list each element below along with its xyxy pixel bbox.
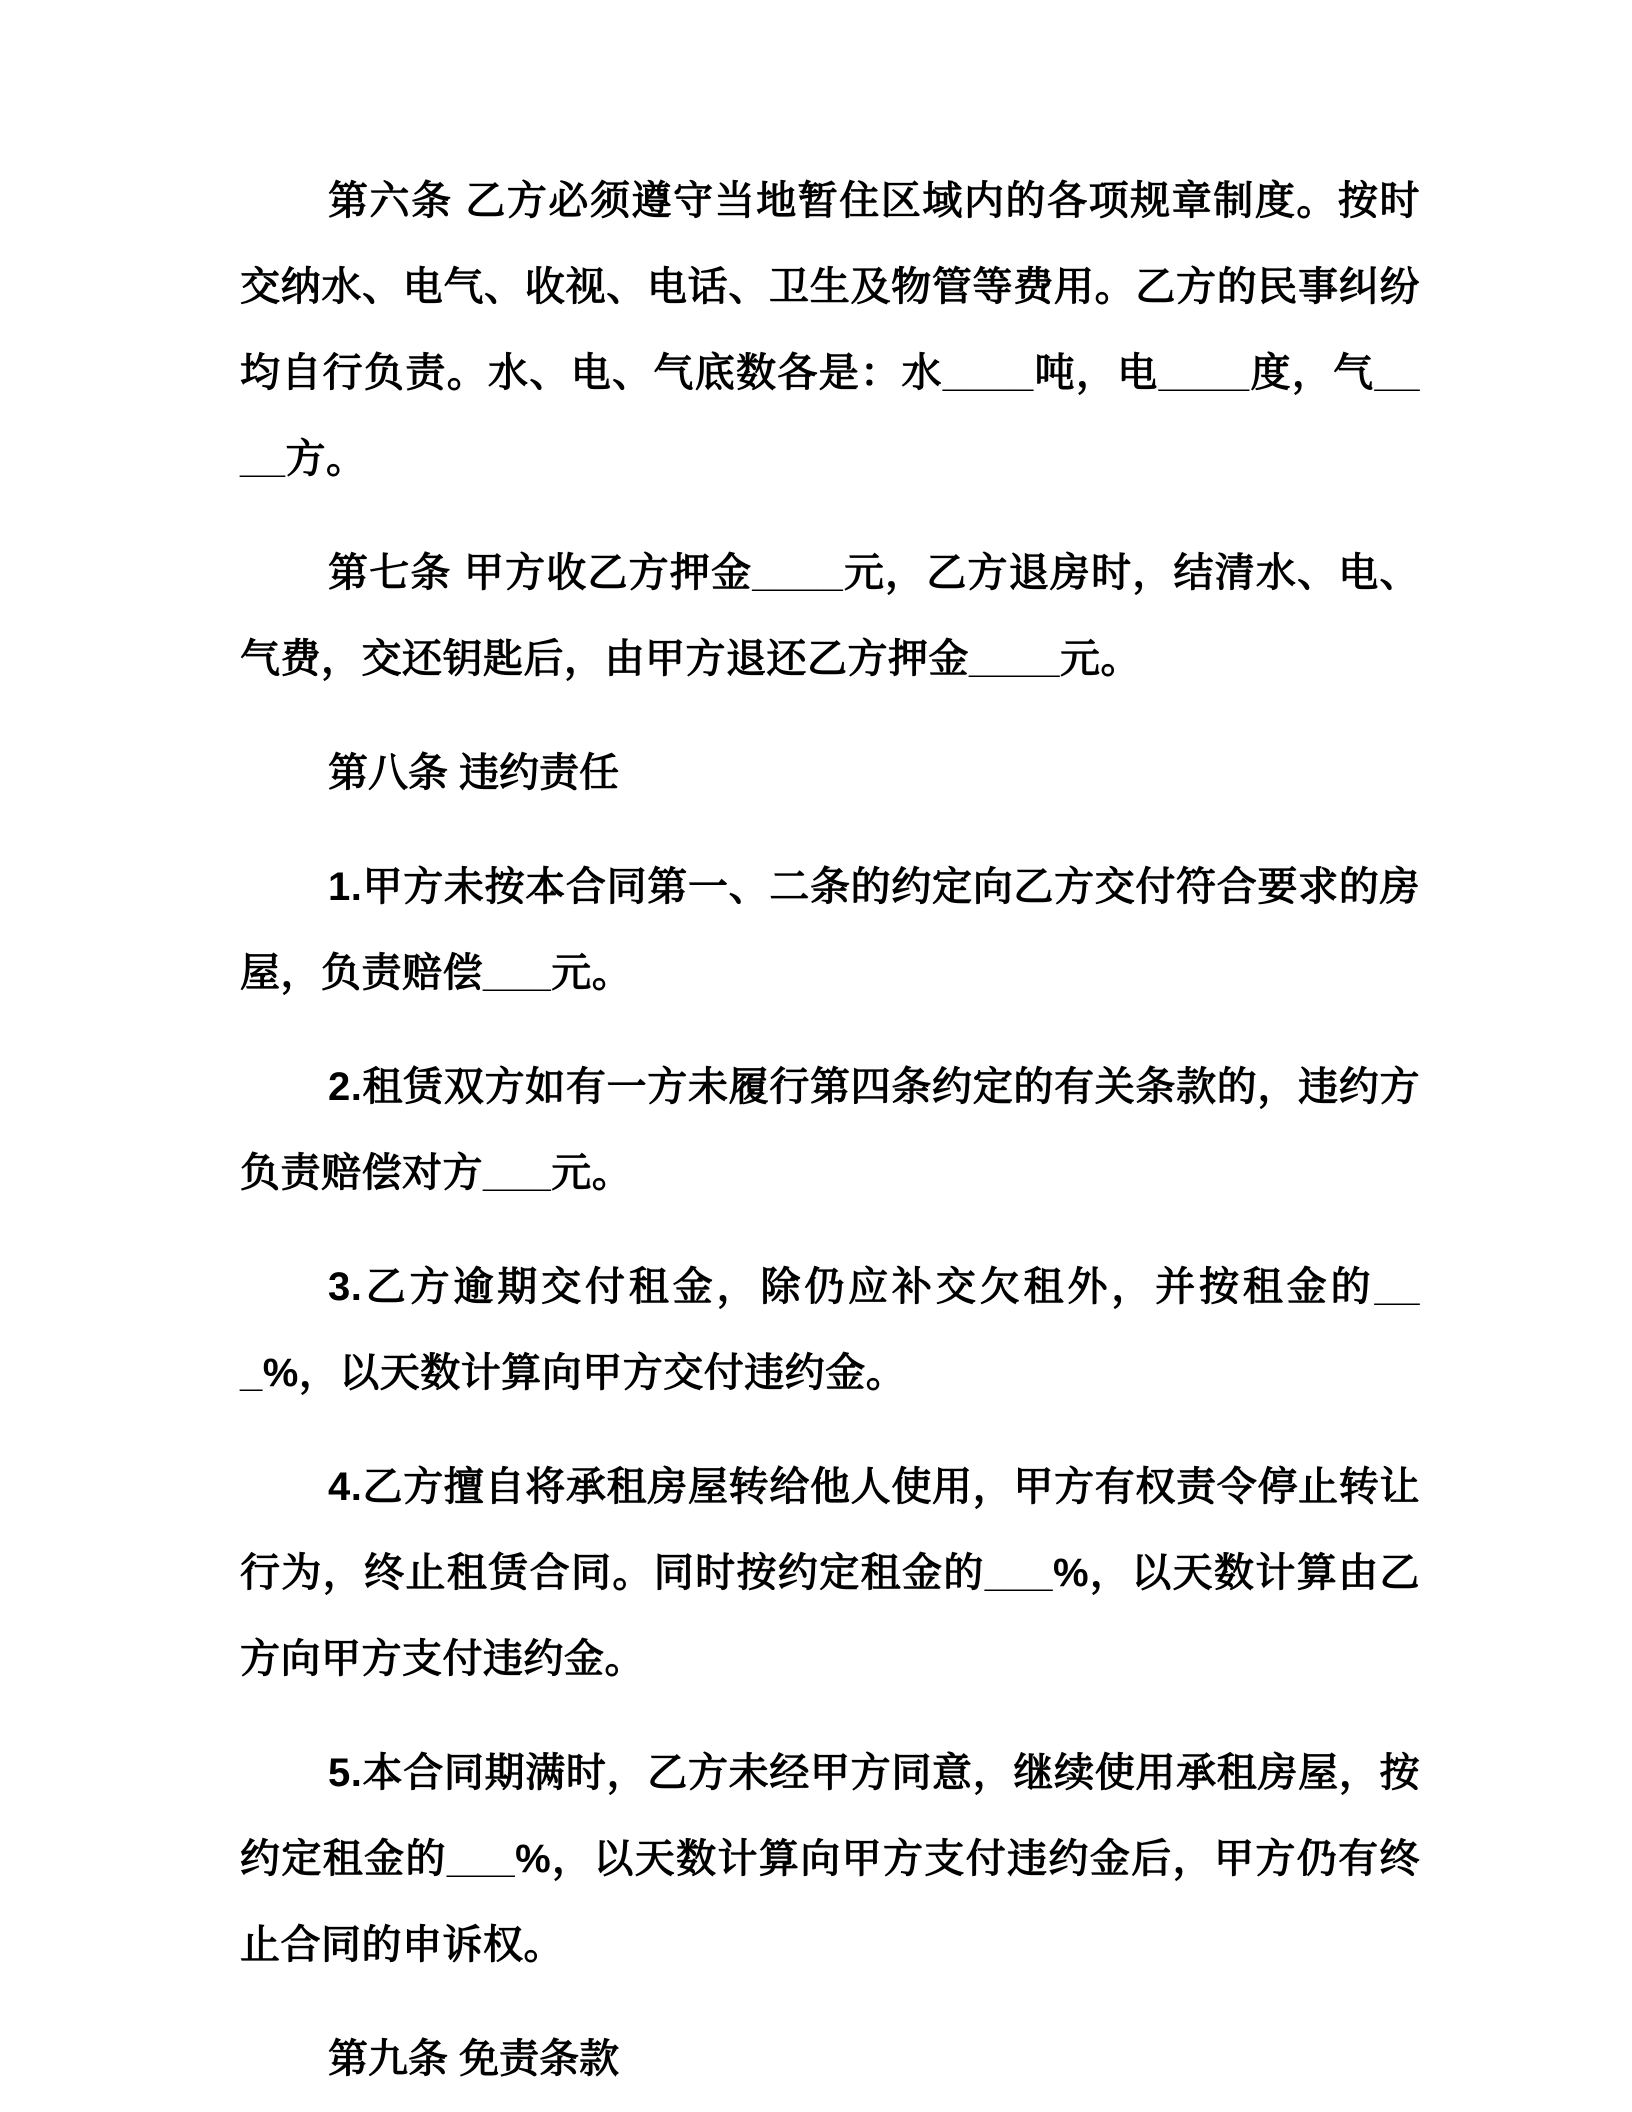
clause-7-paragraph: 第七条 甲方收乙方押金____元，乙方退房时，结清水、电、气费，交还钥匙后，由甲方退还乙方押金____元。 — [240, 551, 1420, 681]
clause-6-paragraph: 第六条 乙方必须遵守当地暂住区域内的各项规章制度。按时交纳水、电气、收视、电话、卫生及物管等费用。乙方的民事纠纷均自行负责。水、电、气底数各是：水____吨，电____度，气____方。 — [240, 179, 1420, 481]
clause-8-violation-item-4: 4.乙方擅自将承租房屋转给他人使用，甲方有权责令停止转让行为，终止租赁合同。同时按约定租金的___%，以天数计算由乙方向甲方支付违约金。 — [240, 1465, 1420, 1681]
clause-8-violation-item-3: 3.乙方逾期交付租金，除仍应补交欠租外，并按租金的___%，以天数计算向甲方交付违约金。 — [240, 1265, 1420, 1395]
clause-9-heading: 第九条 免责条款 — [328, 2037, 620, 2081]
clause-8-violation-item-5: 5.本合同期满时，乙方未经甲方同意，继续使用承租房屋，按约定租金的___%，以天数计算向甲方支付违约金后，甲方仍有终止合同的申诉权。 — [240, 1751, 1420, 1967]
clause-8-violation-item-1: 1.甲方未按本合同第一、二条的约定向乙方交付符合要求的房屋，负责赔偿___元。 — [240, 865, 1420, 995]
clause-8-violation-item-2: 2.租赁双方如有一方未履行第四条约定的有关条款的，违约方负责赔偿对方___元。 — [240, 1065, 1420, 1195]
clause-8-heading: 第八条 违约责任 — [328, 751, 620, 795]
